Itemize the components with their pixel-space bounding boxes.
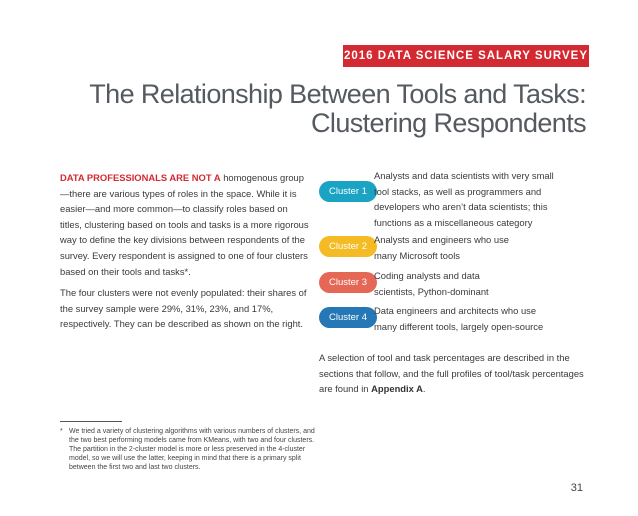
title-line-2: Clustering Respondents bbox=[311, 108, 586, 138]
cluster-4-line: many different tools, largely open-source bbox=[374, 320, 544, 332]
appendix-note-end: . bbox=[422, 383, 426, 395]
cluster-2-line: many Microsoft tools bbox=[374, 249, 460, 261]
footnote-rule bbox=[60, 421, 122, 422]
footnote bbox=[60, 427, 316, 472]
cluster-2-description bbox=[374, 232, 509, 263]
cluster-1-line: Analysts and data scientists with very small bbox=[374, 170, 554, 181]
cluster-1-line: developers who aren’t data scientists; this bbox=[374, 201, 548, 212]
cluster-4-line: Data engineers and architects who use bbox=[374, 305, 537, 316]
cluster-4-description bbox=[374, 303, 543, 334]
intro-column bbox=[60, 170, 310, 338]
cluster-1-line: functions as a miscellaneous category bbox=[374, 216, 533, 228]
cluster-3-description bbox=[374, 268, 489, 299]
appendix-note bbox=[319, 350, 599, 397]
page-title bbox=[89, 80, 586, 138]
appendix-note-text: A selection of tool and task percentages are described in the sections that follow, and the full profiles of tool/task percentages are found in bbox=[319, 352, 584, 395]
survey-banner: 2016 DATA SCIENCE SALARY SURVEY bbox=[343, 45, 589, 67]
page-number: 31 bbox=[570, 482, 583, 494]
cluster-1-line: tool stacks, as well as programmers and bbox=[374, 185, 542, 197]
footnote-text: We tried a variety of clustering algorithms with various numbers of clusters, and the two best performing models came from KMeans, with two and four clusters. The partition in the 2-cluster model is more or less preserved in the 4-cluster model, so we will use the latter, keeping in mind that there is a primary split between the first two and last two clusters. bbox=[69, 428, 315, 471]
footnote-mark: * bbox=[60, 428, 63, 435]
cluster-3-line: Coding analysts and data bbox=[374, 270, 480, 281]
clusters-paragraph: The four clusters were not evenly populated: their shares of the survey sample were 29%, 31%, 23%, and 17%, respectively. They can be described as shown on the right. bbox=[60, 287, 307, 330]
cluster-4-badge: Cluster 4 bbox=[319, 307, 377, 328]
cluster-3-badge: Cluster 3 bbox=[319, 272, 377, 293]
cluster-2-badge: Cluster 2 bbox=[319, 236, 377, 257]
cluster-1-badge: Cluster 1 bbox=[319, 181, 377, 202]
cluster-3-line: scientists, Python-dominant bbox=[374, 285, 489, 297]
appendix-link[interactable]: Appendix A bbox=[371, 383, 423, 395]
title-line-1: The Relationship Between Tools and Tasks: bbox=[89, 79, 586, 109]
intro-paragraph bbox=[60, 170, 310, 279]
cluster-2-line: Analysts and engineers who use bbox=[374, 234, 509, 245]
cluster-1-description bbox=[374, 168, 554, 230]
lead-in: DATA PROFESSIONALS ARE NOT A bbox=[60, 172, 221, 183]
intro-text: homogenous group—there are various types of roles in the space. While it is easier—and more common—to classify roles based on titles, clustering based on tools and tasks is a more rigorous way to define the key divisions between respondents of the survey. Every respondent is assigned to one of four clusters based on their tools and tasks*. bbox=[60, 172, 309, 277]
